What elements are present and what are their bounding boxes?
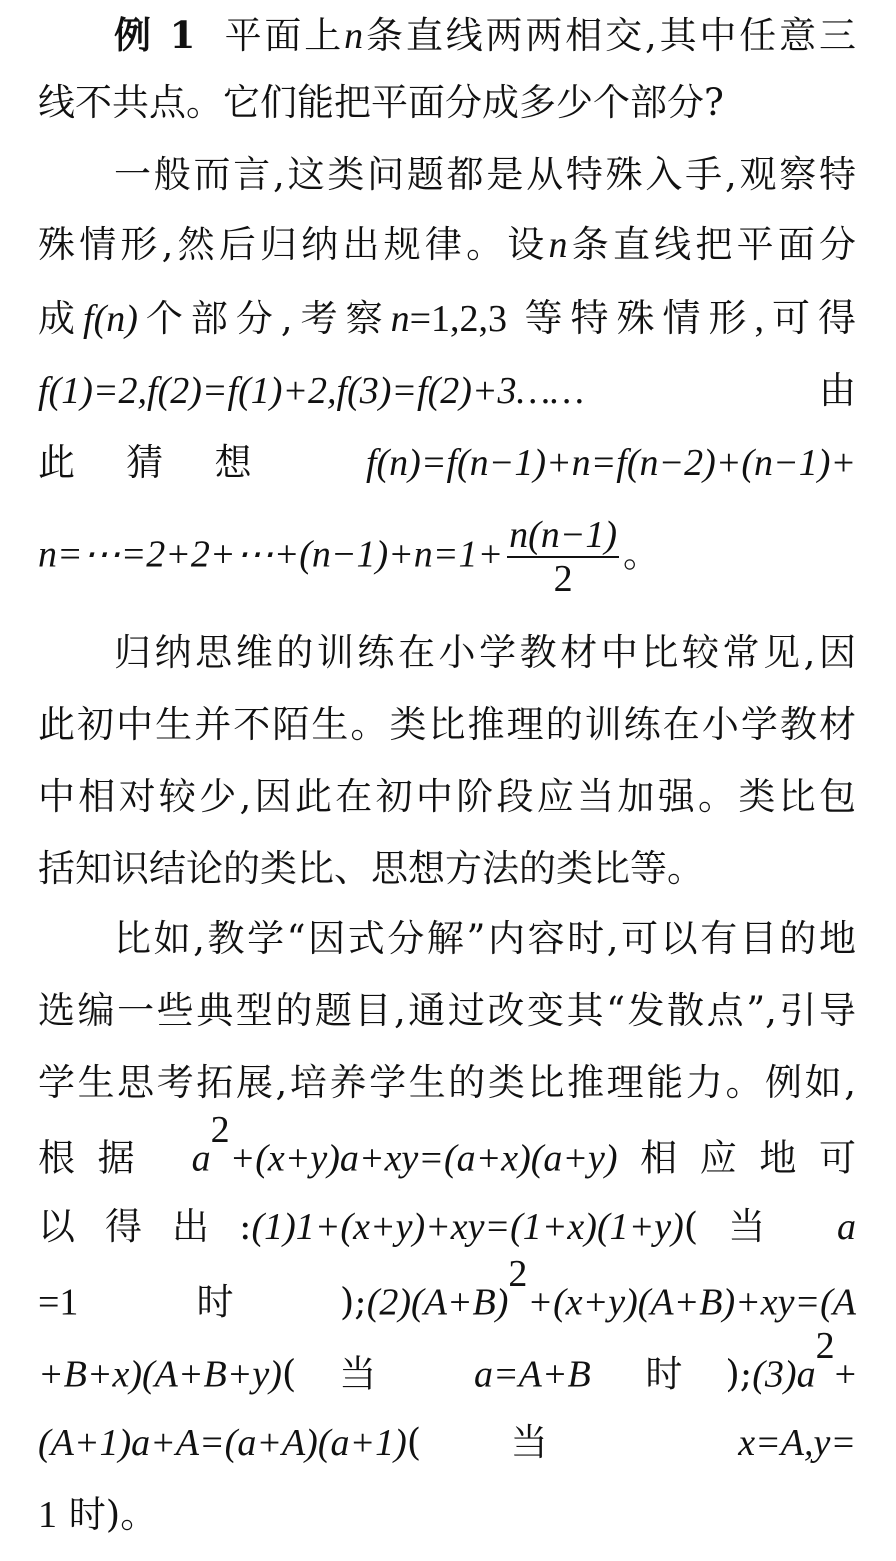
example-label: 例 1 xyxy=(114,13,196,57)
para3-l5-a: a xyxy=(837,1206,857,1248)
para1-l3-n: (n) xyxy=(93,298,138,340)
para1-l3-a: 成 xyxy=(38,297,83,340)
para3-l7-formula: +B+x)(A+B+y) xyxy=(38,1353,282,1396)
para3-line-7 xyxy=(38,1325,857,1396)
para3-l6-sup: 2 xyxy=(508,1253,528,1295)
para1-l3-b: 个部分,考察 xyxy=(137,297,391,340)
para3-l5-formula: (1)1+(x+y)+xy=(1+x)(1+y) xyxy=(251,1206,684,1248)
para3-l4-formula: +(x+y)a+xy=(a+x)(a+y) xyxy=(229,1137,618,1180)
para3-line-1: 比如,教学“因式分解”内容时,可以有目的地 xyxy=(114,917,856,960)
para3-l6-formula2: (2)(A+B) xyxy=(366,1281,509,1324)
para3-line-9 xyxy=(38,1490,856,1540)
fraction-numerator: n(n−1) xyxy=(509,514,618,556)
para3-l5-text: 以得出: xyxy=(38,1205,252,1248)
para3-l4-text: 根据 xyxy=(38,1136,158,1180)
para2-line-3: 中相对较少,因此在初中阶段应当加强。类比包 xyxy=(38,775,856,818)
para3-l7-formula2: a=A+B xyxy=(473,1353,591,1396)
para3-line-8 xyxy=(38,1418,856,1468)
example-n: n xyxy=(344,15,364,57)
para2-line-2: 此初中生并不陌生。类比推理的训练在小学教材 xyxy=(38,703,856,746)
para2-line-1: 归纳思维的训练在小学教材中比较常见,因 xyxy=(114,631,856,674)
para1-l5-text: 此猜想 xyxy=(38,441,303,484)
para1-l5-formula: f(n)=f(n−1)+n=f(n−2)+(n−1)+ xyxy=(365,442,857,484)
fraction xyxy=(507,514,619,600)
para1-l2-b: 条直线把平面分 xyxy=(567,223,856,266)
para1-l6-formula: n=⋯=2+2+⋯+(n−1)+n=1+ xyxy=(38,533,504,576)
para1-l4-formula: f(1)=2,f(2)=f(1)+2,f(3)=f(2)+3…… xyxy=(38,370,585,412)
para3-l8-formula2: x=A,y= xyxy=(738,1422,857,1464)
example-text-b: 条直线两两相交,其中任意三 xyxy=(363,14,856,57)
example-text-a: 平面上 xyxy=(224,14,345,57)
para3-l9-text: 时)。 xyxy=(68,1493,158,1536)
para3-l4-sup: 2 xyxy=(210,1109,230,1151)
para3-line-3: 学生思考拓展,培养学生的类比推理能力。例如, xyxy=(38,1061,856,1104)
para3-l4-a: a xyxy=(191,1137,211,1180)
para3-l6-formula: =1 xyxy=(38,1281,79,1324)
para3-l6-text: 时); xyxy=(196,1280,367,1324)
para1-l6-end: 。 xyxy=(623,532,661,576)
para1-l3-d: =1,2,3 等特殊情形,可得 xyxy=(409,298,857,340)
para3-line-4 xyxy=(38,1109,857,1180)
para3-l7-formula3: (3)a xyxy=(752,1353,816,1396)
para3-l8-formula: (A+1)a+A=(a+A)(a+1) xyxy=(38,1422,407,1464)
para1-line-5 xyxy=(38,438,856,488)
para3-line-2: 选编一些典型的题目,通过改变其“发散点”,引导 xyxy=(38,989,856,1032)
fraction-denominator: 2 xyxy=(553,558,573,600)
para1-line-2 xyxy=(38,220,856,270)
para3-l7-text2: 时); xyxy=(645,1352,753,1396)
para1-l2-n: n xyxy=(548,224,568,266)
para1-line-6 xyxy=(38,514,856,600)
para3-l5-tail: (当 xyxy=(683,1205,796,1248)
para1-l3-f: f xyxy=(83,298,94,340)
para3-l6-formula3: +(x+y)(A+B)+xy=(A xyxy=(527,1281,857,1324)
para1-line-3 xyxy=(38,294,856,344)
para3-l4-tail: 相应地可 xyxy=(617,1136,857,1180)
para1-line-4 xyxy=(38,366,856,416)
para1-l4-tail: 由 xyxy=(584,369,856,412)
para1-l2-a: 殊情形,然后归纳出规律。设 xyxy=(38,223,549,266)
para3-line-5 xyxy=(38,1202,856,1252)
para3-line-6 xyxy=(38,1253,857,1324)
example-line-2: 线不共点。它们能把平面分成多少个部分? xyxy=(38,81,724,124)
para1-line-1: 一般而言,这类问题都是从特殊入手,观察特 xyxy=(114,153,856,196)
para3-l8-text: (当 xyxy=(406,1421,638,1464)
para3-l7-sup: 2 xyxy=(815,1325,835,1367)
para3-l7-text: (当 xyxy=(281,1352,420,1396)
para2-line-4: 括知识结论的类比、思想方法的类比等。 xyxy=(38,847,704,890)
para3-l9-formula: 1 xyxy=(38,1494,57,1536)
example-title-line xyxy=(114,10,856,60)
para1-l3-c: n xyxy=(390,298,410,340)
para3-l7-plus: + xyxy=(834,1353,857,1396)
